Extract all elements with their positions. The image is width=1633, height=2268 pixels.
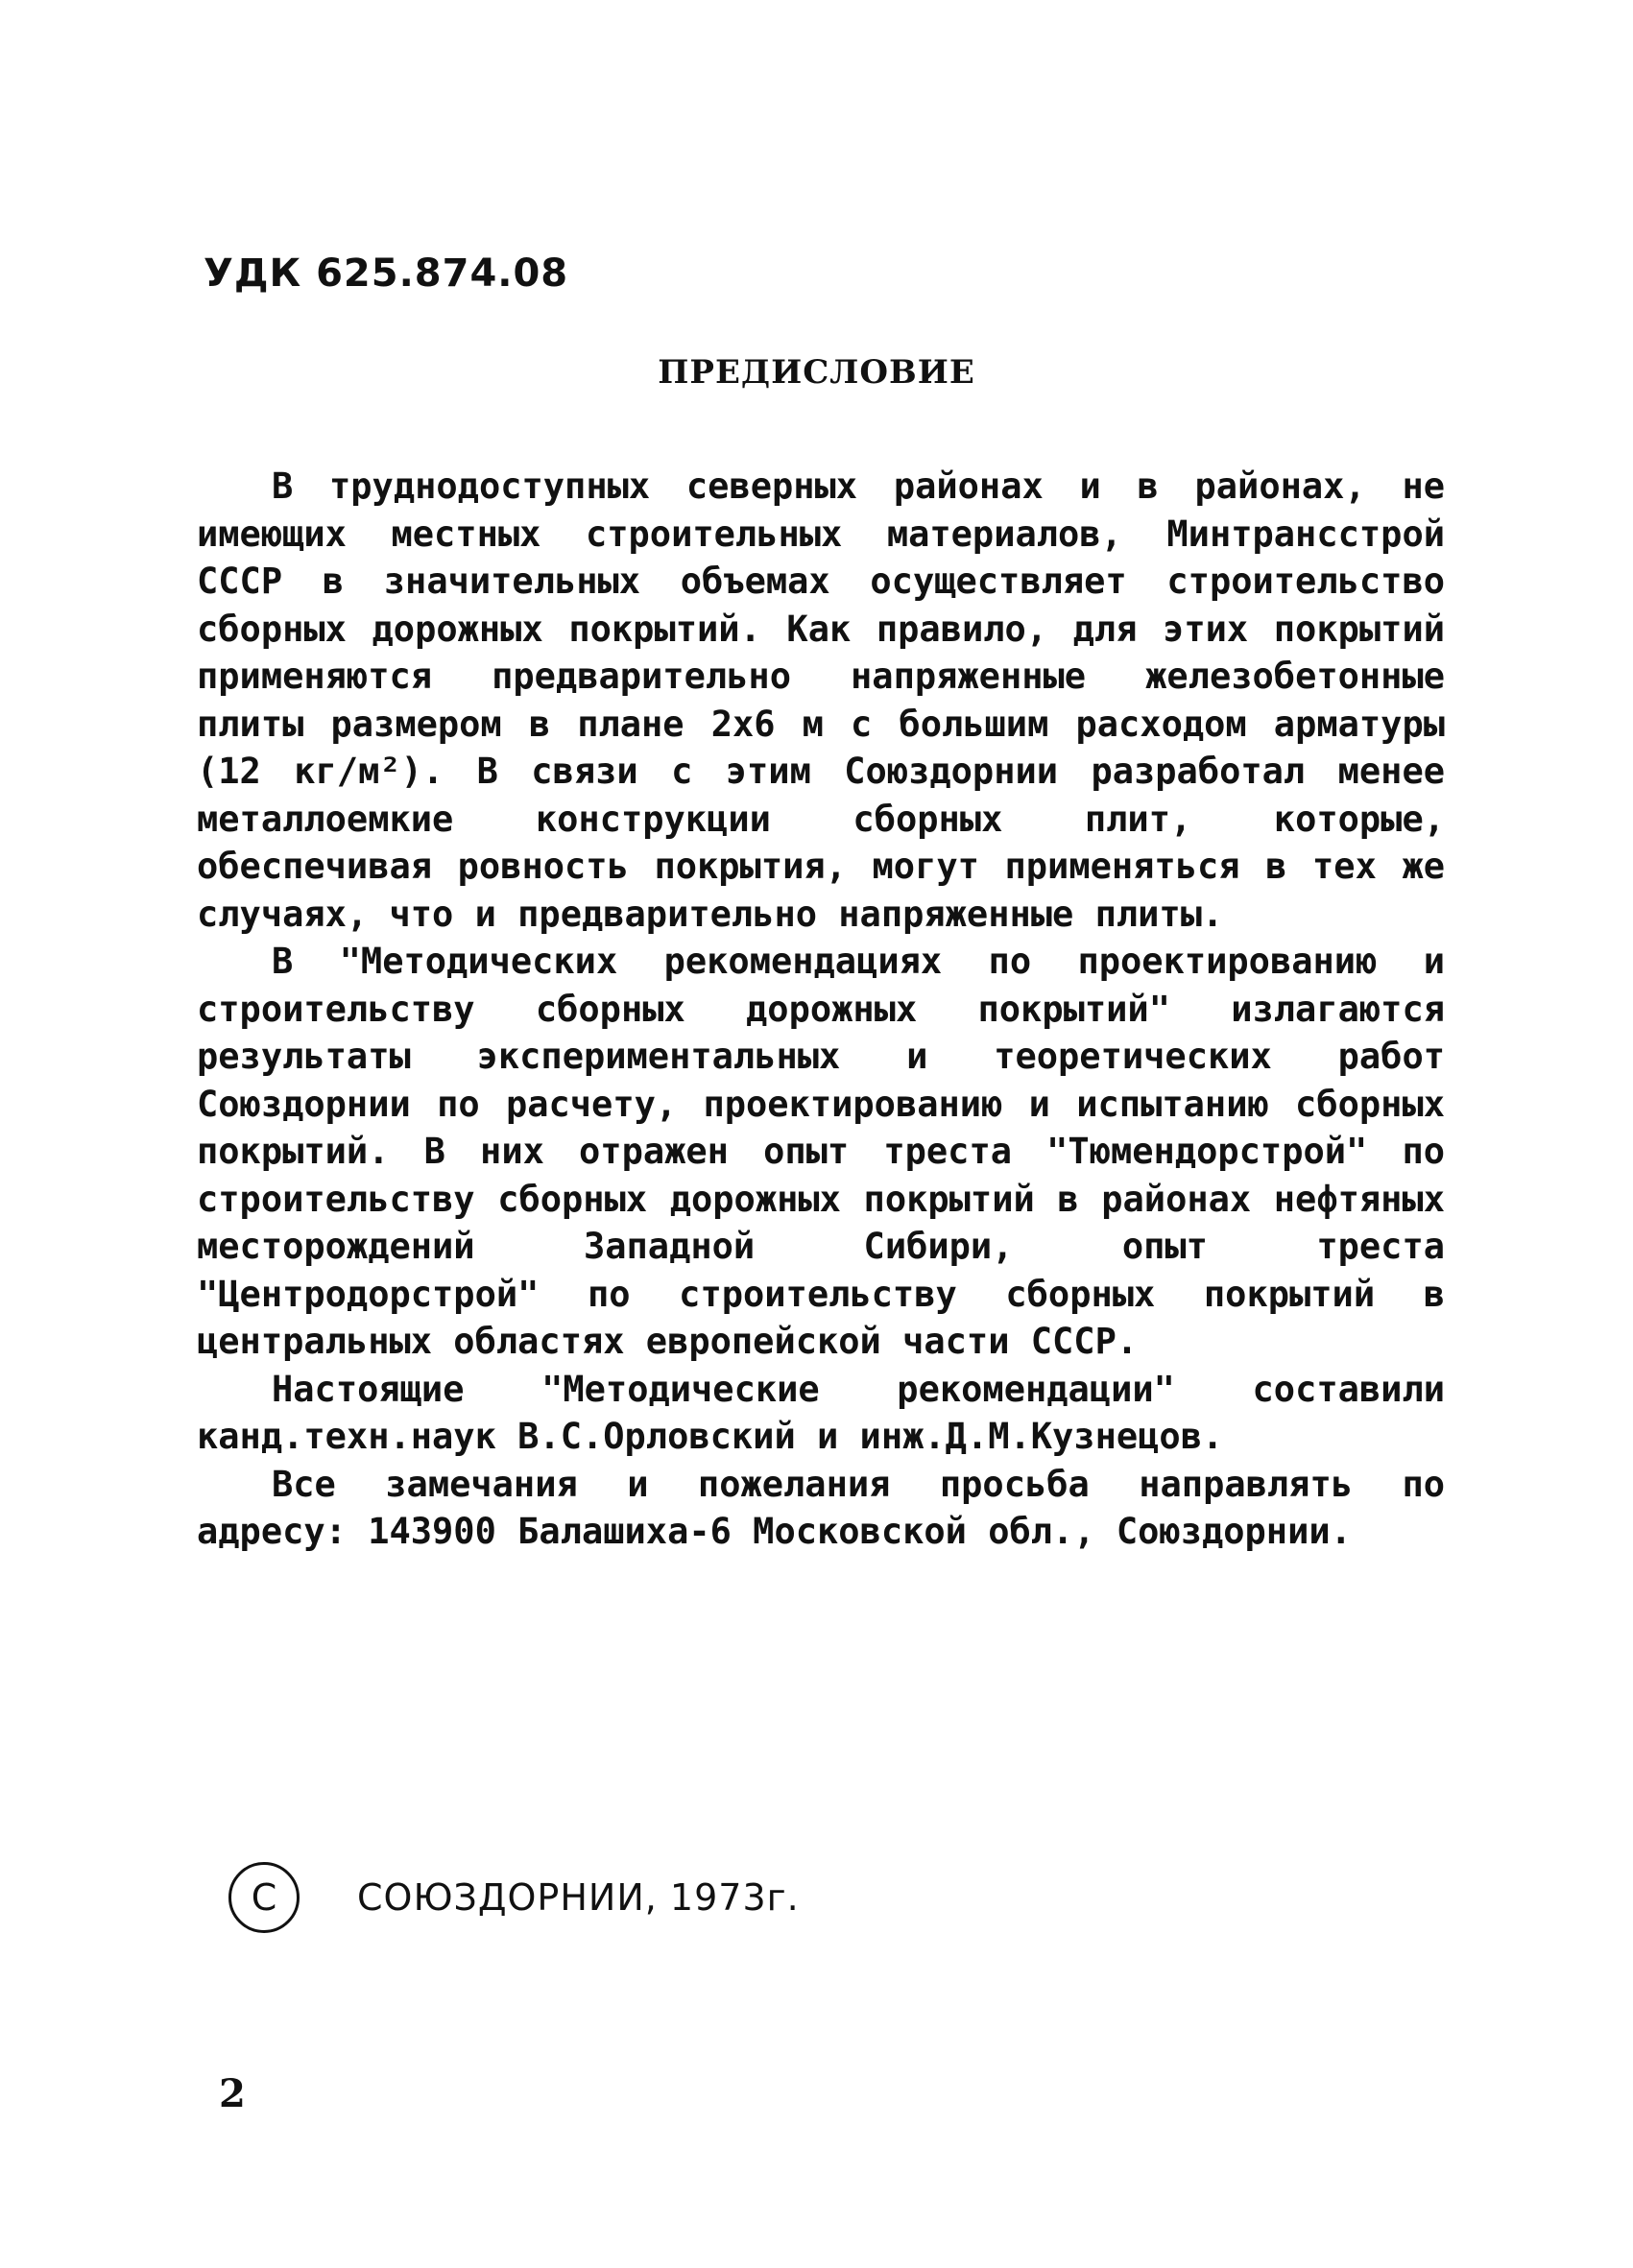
page-title: ПРЕДИСЛОВИЕ [658, 353, 975, 392]
page-number: 2 [219, 2071, 246, 2116]
preface-body [197, 463, 1445, 1556]
paragraph: В труднодоступных северных районах и в районах, не имеющих местных строительных материалов, Минтрансстрой СССР в значительных объемах осуществляет строительство сборных дорожных покрытий. Как правило, для этих покрытий применяются предварительно напряженные железобетонные плиты размером в плане 2х6 м с большим расходом арматуры (12 кг/м²). В связи с этим Союздорнии разработал менее металлоемкие конструкции сборных плит, которые, обеспечивая ровность покрытия, могут применяться в тех же случаях, что и предварительно напряженные плиты. [197, 466, 1445, 935]
udk-code: УДК 625.874.08 [204, 251, 569, 296]
paragraph: Все замечания и пожелания просьба направлять по адресу: 143900 Балашиха-6 Московской обл., Союздорнии. [197, 1463, 1445, 1552]
copyright-icon: C [228, 1862, 300, 1933]
copyright-text: СОЮЗДОРНИИ, 1973г. [357, 1876, 800, 1919]
paragraph: Настоящие "Методические рекомендации" составили канд.техн.наук В.С.Орловский и инж.Д.М.Кузнецов. [197, 1368, 1445, 1457]
copyright-notice [228, 1862, 800, 1933]
paragraph: В "Методических рекомендациях по проектированию и строительству сборных дорожных покрытий" излагаются результаты экспериментальных и теоретических работ Союздорнии по расчету, проектированию и испытанию сборных покрытий. В них отражен опыт треста "Тюмендорстрой" по строительству сборных дорожных покрытий в районах нефтяных месторождений Западной Сибири, опыт треста "Центродорстрой" по строительству сборных покрытий в центральных областях европейской части СССР. [197, 941, 1445, 1362]
